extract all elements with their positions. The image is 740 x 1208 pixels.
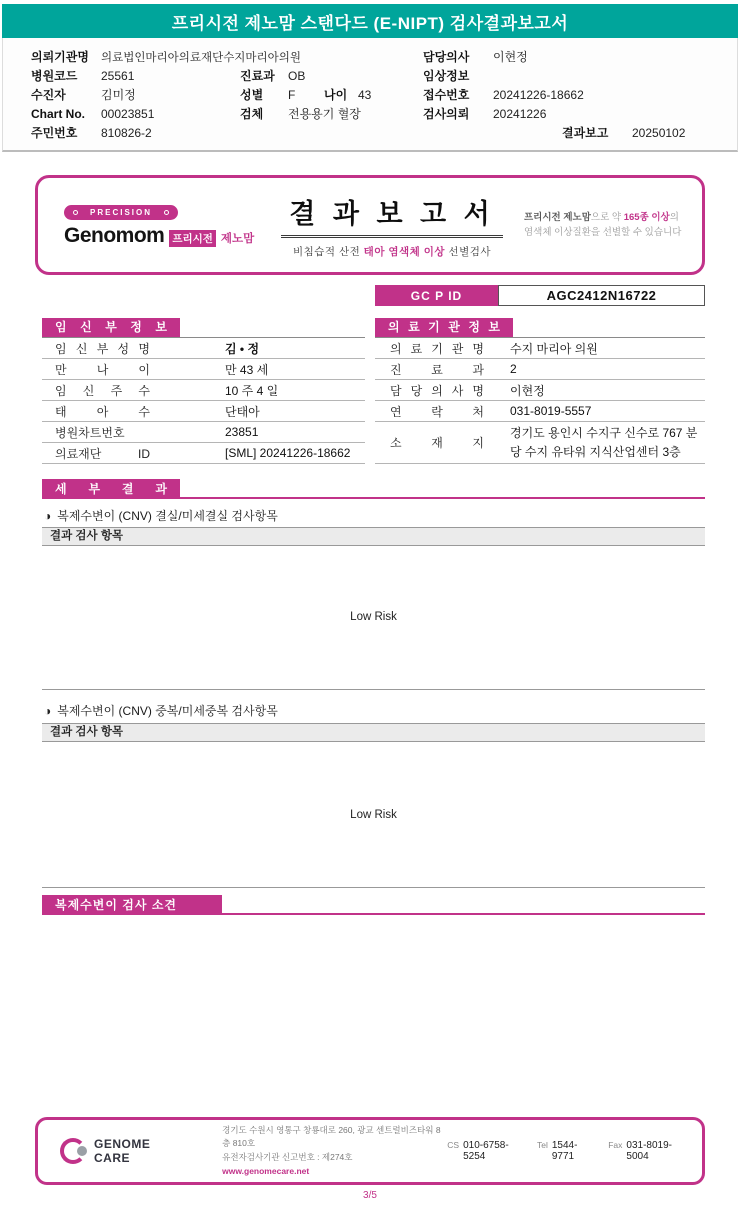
row-value: 2: [510, 362, 517, 376]
dot-icon: [164, 210, 169, 215]
patient-header: [2, 38, 738, 152]
divider: [42, 887, 705, 888]
cs-number: 010-6758-5254: [463, 1140, 509, 1162]
table-row: [375, 380, 705, 401]
field-value: 의료법인마리아의료재단수지마리아의원: [101, 51, 301, 64]
row-value: 23851: [225, 425, 259, 439]
field-label: 병원코드: [31, 69, 78, 83]
clinic-info-title: 의 료 기 관 정 보: [375, 318, 513, 337]
field-value: 25561: [101, 68, 135, 83]
field-label: 주민번호: [31, 126, 78, 140]
details-section-title: 세 부 결 과: [42, 479, 180, 499]
report-card-note: [524, 210, 702, 240]
gcp-id-bar: [375, 285, 705, 306]
page-number: 3/5: [363, 1190, 377, 1201]
note-mid: 으로 약: [590, 211, 624, 223]
footer-card: [35, 1117, 705, 1185]
header-row: [31, 123, 717, 142]
row-label: 소 재 지: [390, 436, 484, 450]
table-row: [42, 401, 365, 422]
details-section-header: [42, 479, 705, 499]
field-label: 나이: [324, 88, 348, 102]
row-value: 수지 마리아 의원: [510, 341, 598, 356]
findings-section-header: [42, 895, 705, 915]
gcp-id-value: AGC2412N16722: [498, 285, 705, 306]
table-row: [42, 422, 365, 443]
note-tail: 의: [669, 211, 679, 223]
tel-number: 1544-9771: [551, 1140, 578, 1162]
field-value: 김미정: [101, 88, 136, 102]
table-row: [42, 338, 365, 359]
result-column-header: 결과 검사 항목: [42, 723, 705, 742]
report-title: 프리시전 제노맘 스탠다드 (E-NIPT) 검사결과보고서: [171, 13, 569, 33]
subtitle-prefix: 비침습적 산전: [292, 245, 364, 258]
field-label: 진료과: [240, 69, 275, 83]
header-row: [31, 104, 717, 123]
cnv-duplication-heading: [44, 702, 278, 719]
cs-contact: [447, 1140, 521, 1162]
gcp-id-label: GC P ID: [375, 285, 498, 306]
dot-icon: [73, 210, 78, 215]
cnv-deletion-heading: [44, 507, 278, 524]
table-row: [375, 401, 705, 422]
field-value: 00023851: [101, 106, 155, 121]
fax-contact: [608, 1140, 684, 1162]
field-value: 20241226-18662: [493, 87, 584, 102]
half-circle-icon: ◑: [44, 508, 52, 523]
field-label: 담당의사: [423, 50, 470, 64]
table-row: [375, 338, 705, 359]
table-row: [42, 380, 365, 401]
brand-name-en: Genomom: [64, 224, 165, 247]
table-row: [42, 443, 365, 464]
field-label: 의뢰기관명: [31, 50, 89, 64]
address-line2: 유전자검사기관 신고번호 : 제274호: [222, 1152, 353, 1162]
row-label: 진 료 과: [390, 362, 484, 377]
field-value: 20241226: [493, 106, 547, 121]
website-link[interactable]: www.genomecare.net: [222, 1165, 310, 1176]
field-value: 810826-2: [101, 125, 152, 140]
brand-name-kr-box: 프리시전: [169, 230, 216, 247]
row-label: 의료재단 ID: [55, 446, 150, 461]
cnv-duplication-heading-text: 복제수변이 (CNV) 중복/미세중복 검사항목: [57, 704, 278, 718]
genome-care-logo-icon: [60, 1138, 86, 1164]
row-value: 단태아: [225, 404, 260, 419]
precision-badge: [64, 205, 178, 220]
sex-age-cell: [288, 86, 423, 103]
fax-label: Fax: [608, 1140, 623, 1150]
header-row: [31, 66, 717, 85]
row-value: [SML] 20241226-18662: [225, 446, 351, 460]
field-label: Chart No.: [31, 106, 85, 121]
field-value: OB: [288, 68, 306, 83]
subtitle-suffix: 선별검사: [445, 245, 492, 258]
note-highlight: 165종 이상: [623, 211, 670, 223]
clinic-info-body: [375, 337, 705, 464]
field-value: 20250102: [632, 125, 686, 140]
header-row: [31, 85, 717, 104]
result-report-card: [35, 175, 705, 275]
field-label: 검사의뢰: [423, 107, 470, 121]
note-strong: 프리시전 제노맘: [524, 211, 591, 223]
row-value: 10 주 4 일: [225, 383, 279, 398]
field-value: 전용용기 혈장: [288, 107, 361, 121]
field-label: 결과보고: [562, 126, 609, 140]
header-row: [31, 47, 717, 66]
field-label: 접수번호: [423, 88, 470, 102]
field-value: 이현정: [493, 50, 528, 64]
half-circle-icon: ◑: [44, 703, 52, 718]
row-value: 경기도 용인시 수지구 신수로 767 분당 수지 유타워 지식산업센터 3층: [510, 425, 698, 459]
row-label: 임 신 주 수: [55, 383, 150, 398]
mother-info-table: [42, 318, 365, 464]
field-label: 임상정보: [423, 69, 470, 83]
subtitle-highlight: 태아 염색체 이상: [363, 245, 446, 258]
footer-address: [222, 1124, 447, 1178]
report-card-subtitle: [260, 244, 524, 259]
report-card-title-zone: [260, 192, 524, 259]
report-card-title: 결 과 보 고 서: [281, 192, 502, 238]
row-value: 031-8019-5557: [510, 404, 592, 418]
row-label: 병원차트번호: [55, 425, 125, 440]
brand-logo: [38, 202, 260, 248]
row-value: 이현정: [510, 383, 545, 398]
tel-contact: [537, 1140, 592, 1162]
duplication-result: Low Risk: [350, 809, 397, 821]
address-line1: 경기도 수원시 영통구 창룡대로 260, 광교 센트럴비즈타워 8층 810호: [222, 1124, 441, 1149]
fax-number: 031-8019-5004: [626, 1140, 672, 1162]
footer-contact: [447, 1140, 684, 1162]
field-label: 검체: [240, 107, 264, 121]
row-label: 태 아 수: [55, 404, 150, 419]
row-label: 임 신 부 성 명: [55, 341, 150, 356]
divider: [42, 689, 705, 690]
deletion-result: Low Risk: [350, 611, 397, 623]
table-row: [375, 359, 705, 380]
row-label: 만 나 이: [55, 362, 150, 377]
mother-info-body: [42, 337, 365, 464]
row-value: 만 43 세: [225, 362, 269, 377]
genome-care-logo-text: GENOME CARE: [94, 1137, 151, 1165]
field-value: 43: [358, 87, 372, 102]
field-label: 성별: [240, 88, 264, 102]
table-row: [42, 359, 365, 380]
result-column-header: 결과 검사 항목: [42, 527, 705, 546]
field-value: F: [288, 87, 296, 102]
brand-name-kr: 제노맘: [220, 233, 255, 245]
mother-info-title: 임 신 부 정 보: [42, 318, 180, 337]
findings-section-title: 복제수변이 검사 소견: [42, 895, 222, 915]
brand-lockup: [64, 224, 260, 248]
cs-label: CS: [447, 1140, 460, 1150]
precision-badge-label: PRECISION: [90, 208, 153, 217]
clinic-info-table: [375, 318, 705, 464]
note-line2: 염색체 이상질환을 선별할 수 있습니다: [524, 227, 682, 238]
report-title-bar: [2, 4, 738, 38]
row-value: 김 • 정: [225, 341, 260, 356]
row-label: 연 락 처: [390, 404, 484, 419]
row-label: 의 료 기 관 명: [390, 341, 484, 356]
cnv-deletion-heading-text: 복제수변이 (CNV) 결실/미세결실 검사항목: [57, 509, 278, 523]
row-label: 담 당 의 사 명: [390, 383, 484, 398]
tel-label: Tel: [536, 1140, 548, 1150]
table-row: [375, 422, 705, 464]
field-label: 수진자: [31, 88, 66, 102]
